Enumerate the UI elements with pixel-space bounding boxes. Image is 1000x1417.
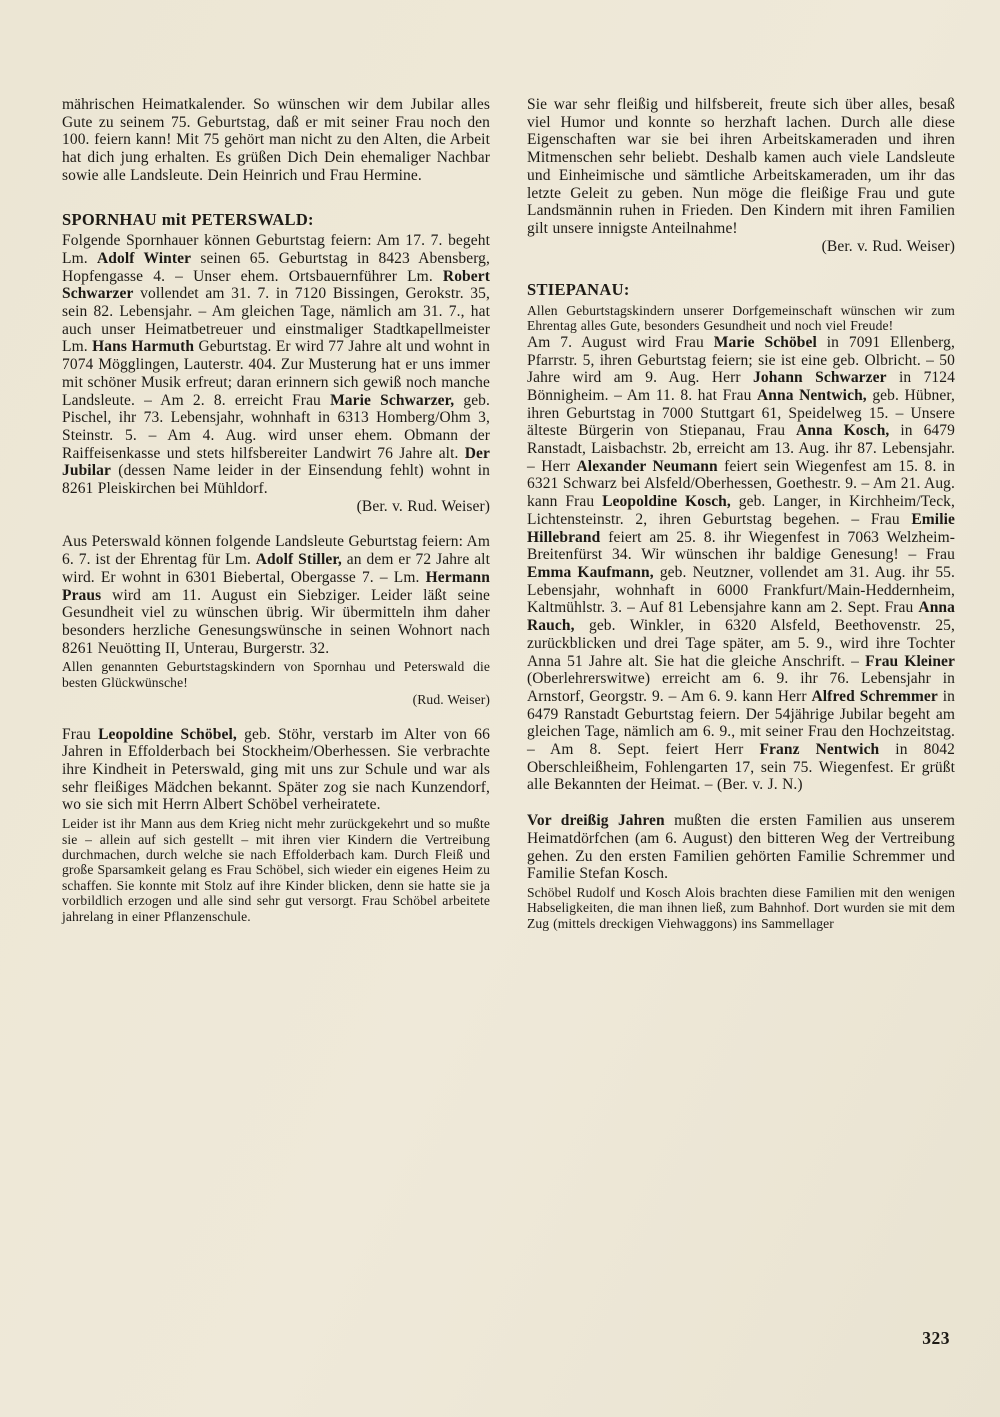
text-run: geb. Winkler, in 6320 Alsfeld, Beethovenstr. 25, zurückblicken und drei Tage später, am 5. 9., wird ihre Tochter Anna 51 Jahre alt. Sie hat die gleiche Anschrift. – <box>527 617 955 670</box>
text-run: (Oberlehrerswitwe) erreicht am 6. 9. ihr 76. Lebensjahr in Arnstorf, Georgstr. 9. – Am 6. 9. kann Herr <box>527 670 955 705</box>
text-run: Aus Peterswald können folgende Landsleute Geburtstag feiern: Am 6. 7. ist der Ehrentag für Lm. <box>62 533 490 569</box>
obituary-leopoldine-schoebel <box>62 726 490 815</box>
bold-text-run: Anna Nentwich, <box>756 386 867 404</box>
text-run: geb. Neutzner, vollendet am 31. Aug. ihr 55. Lebensjahr, wohnhaft in 6000 Frankfurt/Main-Heddernheim, Kaltmühlstr. 3. – Auf 81 Lebensjahre kann am 2. Sept. Frau <box>527 563 955 617</box>
obituary-continued <box>527 96 955 238</box>
bold-text-run: Der Jubilar <box>62 444 490 480</box>
text-run: (Ber. v. Rud. Weiser) <box>821 237 955 255</box>
text-run: seinen 65. Geburtstag in 8423 Abensberg, Hopfengasse 4. – Unser ehem. Ortsbauernführer Lm. <box>62 249 491 285</box>
text-run: geb. Langer, in Kirchheim/Teck, Lichtensteinstr. 2, ihren Geburtstag begehen. – Frau <box>527 493 955 528</box>
text-run: mußten die ersten Familien aus unserem Heimatdörfchen (am 6. August) den bitteren Weg der Vertreibung gehen. Zu den ersten Familien gehörten Familie Schremmer und Familie Stefan Kosch. <box>527 812 955 883</box>
text-run: (Ber. v. Rud. Weiser) <box>356 497 490 515</box>
bold-text-run: Emilie Hillebrand <box>527 510 955 546</box>
text-run: wird am 11. August ein Siebziger. Leider läßt seine Gesundheit viel zu wünschen übrig. Wir übermitteln ihm daher besonders herzliche Genesungswünsche in seinen Wohnort nach 8261 Neuötting II, Unterau, Burgerstr. 32. <box>62 586 490 657</box>
bold-text-run: Leopoldine Schöbel, <box>98 725 237 743</box>
text-run: Allen genannten Geburtstagskindern von Spornhau und Peterswald die besten Glückwünsche! <box>62 659 490 690</box>
text-run: geb. Stöhr, verstarb im Alter von 66 Jahren in Effolderbach bei Stockheim/Oberhessen. Sie verbrachte ihre Kindheit in Peterswald, ging mit uns zur Schule und war als sehr fleißiges Mädchen bekannt. Später zog sie nach Kunzendorf, wo sie sich mit Herrn Albert Schöbel verheiratete. <box>62 725 490 814</box>
text-run: in 8042 Oberschleißheim, Fohlengarten 17, sein 75. Wiegenfest. Er grüßt alle Bekannten der Heimat. – (Ber. v. J. N.) <box>527 741 955 794</box>
bold-text-run: Hermann Praus <box>62 568 490 604</box>
bold-text-run: Marie Schwarzer, <box>330 391 455 409</box>
text-run: Frau <box>62 725 99 743</box>
page-number: 323 <box>922 1328 950 1348</box>
bold-text-run: Anna Rauch, <box>527 599 955 635</box>
text-run: in 7124 Bönnigheim. – Am 11. 8. hat Frau <box>527 369 955 404</box>
text-run: mährischen Heimatkalender. So wünschen wir dem Jubilar alles Gute zu seinem 75. Geburtstag, daß er mit seiner Frau noch den 100. feiern kann! Mit 75 gehört man nicht zu den Alten, die Arbeit hat dich jung erhalten. Es grüßen Dich Dein ehemaliger Nachbar sowie alle Landsleute. Dein Heinrich und Frau Hermine. <box>62 96 490 184</box>
bold-text-run: Leopoldine Kosch, <box>602 493 731 511</box>
heading-spornhau-peterswald <box>62 211 490 229</box>
text-columns <box>62 96 955 931</box>
bold-text-run: Adolf Stiller, <box>255 551 342 569</box>
text-run: in 7091 Ellenberg, Pfarrstr. 5, ihren Geburtstag feiern; sie ist eine geb. Olbricht. – 50 Jahre wird am 9. Aug. Herr <box>527 333 955 387</box>
spornhau-birthdays-paragraph <box>62 232 490 498</box>
text-run: Leider ist ihr Mann aus dem Krieg nicht mehr zurückgekehrt und so mußte sie – allein auf sich gestellt – mit ihren vier Kindern die Vertreibung durchmachen, durch welche sie nach Effolderbach kam. Durch Fleiß und große Sparsamkeit gelang es Frau Schöbel, sich wieder ein eigenes Heim zu schaffen. Sie konnte mit Stolz auf ihre Kinder blicken, denn sie hatte sie ja vorbildlich erzogen und alle sind sehr gut versorgt. Frau Schöbel arbeitete jahrelang in einer Pflanzenschule. <box>62 816 490 924</box>
peterswald-birthdays-paragraph <box>62 533 490 657</box>
text-run: feiert sein Wiegenfest am 15. 8. in 6321 Schwarz bei Alsfeld/Oberhessen, Goethestr. 9. – Am 21. Aug. kann Frau <box>527 457 955 511</box>
text-run: Folgende Spornhauer können Geburtstag feiern: Am 17. 7. begeht Lm. <box>62 232 490 267</box>
text-run: feiert am 25. 8. ihr Wiegenfest in 7063 Welzheim-Breitenfürst 34. Wir wünschen ihr baldige Genesung! – Frau <box>527 528 955 564</box>
continued-paragraph <box>62 96 490 185</box>
left-column <box>62 96 490 931</box>
text-run: Schöbel Rudolf und Kosch Alois brachten diese Familien mit den wenigen Habseligkeiten, die man ihnen ließ, zum Bahnhof. Dort wurden sie mit dem Zug (mittels dreckigen Viehwaggons) ins Sammellager <box>527 884 955 931</box>
text-run: STIEPANAU: <box>527 280 630 300</box>
bold-text-run: Marie Schöbel <box>713 333 817 351</box>
right-column <box>527 96 955 931</box>
bold-text-run: Hans Harmuth <box>92 338 195 356</box>
text-run: vollendet am 31. 7. in 7120 Bissingen, Gerokstr. 35, sein 82. Lebensjahr. – Am gleichen Tage, nämlich am 31. 7., hat auch unser Heimatbetreuer und einstmaliger Stadtkapellmeister Lm. <box>62 285 490 356</box>
bold-text-run: Vor dreißig Jahren <box>527 812 665 830</box>
text-run: (Rud. Weiser) <box>412 692 490 708</box>
bold-text-run: Adolf Winter <box>96 249 192 267</box>
text-run: Am 7. August wird Frau <box>527 333 714 351</box>
bold-text-run: Johann Schwarzer <box>753 369 887 387</box>
text-run: (dessen Name leider in der Einsendung fehlt) wohnt in 8261 Pleiskirchen bei Mühldorf. <box>62 462 490 498</box>
deportation-detail <box>527 885 955 931</box>
congratulations-note <box>62 659 490 690</box>
bold-text-run: Emma Kaufmann, <box>527 563 654 581</box>
bold-text-run: Anna Kosch, <box>796 422 890 440</box>
byline-weiser <box>62 498 490 516</box>
text-run: geb. Pischel, ihr 73. Lebensjahr, wohnhaft in 6313 Homberg/Ohm 3, Steinstr. 5. – Am 4. Aug. wird unser ehem. Obmann der Raiffeisenkasse und stets hilfsbereiter Landwirt 76 Jahre alt. <box>62 391 491 462</box>
vor-dreissig-jahren-paragraph <box>527 812 955 883</box>
text-run: geb. Hübner, ihren Geburtstag in 7000 Stuttgart 61, Speidelweg 15. – Unsere älteste Bürgerin von Stiepanau, Frau <box>527 386 955 440</box>
obituary-detail <box>62 816 490 924</box>
text-run: Geburtstag. Er wird 77 Jahre alt und wohnt in 7074 Mögglingen, Lauterstr. 404. Zur Musterung hat er uns immer mit schöner Musik erfreut; daran erinnern sich gewiß noch manche Landsleute. – Am 2. 8. erreicht Frau <box>62 338 491 409</box>
text-run: an dem er 72 Jahre alt wird. Er wohnt in 6301 Biebertal, Obergasse 7. – Lm. <box>62 551 490 586</box>
bold-text-run: Alexander Neumann <box>576 457 718 475</box>
text-run: in 6479 Ranstadt, Laisbachstr. 2b, erreicht am 13. Aug. ihr 87. Lebensjahr. – Herr <box>527 422 955 475</box>
stiepanau-intro <box>527 303 955 334</box>
text-run: SPORNHAU mit PETERSWALD: <box>62 209 314 229</box>
bold-text-run: Franz Nentwich <box>759 741 880 759</box>
byline-weiser <box>62 692 490 707</box>
text-run: Allen Geburtstagskindern unserer Dorfgemeinschaft wünschen wir zum Ehrentag alles Gute, besonders Gesundheit und noch viel Freude! <box>527 303 955 334</box>
text-run: Sie war sehr fleißig und hilfsbereit, freute sich über alles, besaß viel Humor und konnte so herzhaft lachen. Durch alle diese Eigenschaften war sie bei ihren Arbeitskameraden und ihren Mitmenschen sehr beliebt. Deshalb kamen auch viele Landsleute und Einheimische und sämtliche Arbeitskameraden, um ihr das letzte Geleit zu geben. Nun möge die fleißige Frau und gute Landsmännin ruhen in Frieden. Den Kindern mit ihren Familien gilt unsere innigste Anteilnahme! <box>527 96 955 237</box>
bold-text-run: Alfred Schremmer <box>811 687 938 705</box>
text-run: in 6479 Ranstadt Geburtstag feiern. Der 54jährige Jubilar begeht am gleichen Tage, nämlich am 6. 9., mit seiner Frau den Hochzeitstag. – Am 8. Sept. feiert Herr <box>527 687 955 759</box>
bold-text-run: Robert Schwarzer <box>62 267 490 303</box>
bold-text-run: Frau Kleiner <box>865 652 955 670</box>
stiepanau-birthdays-paragraph <box>527 334 955 794</box>
heading-stiepanau <box>527 281 955 299</box>
byline-weiser <box>527 238 955 256</box>
